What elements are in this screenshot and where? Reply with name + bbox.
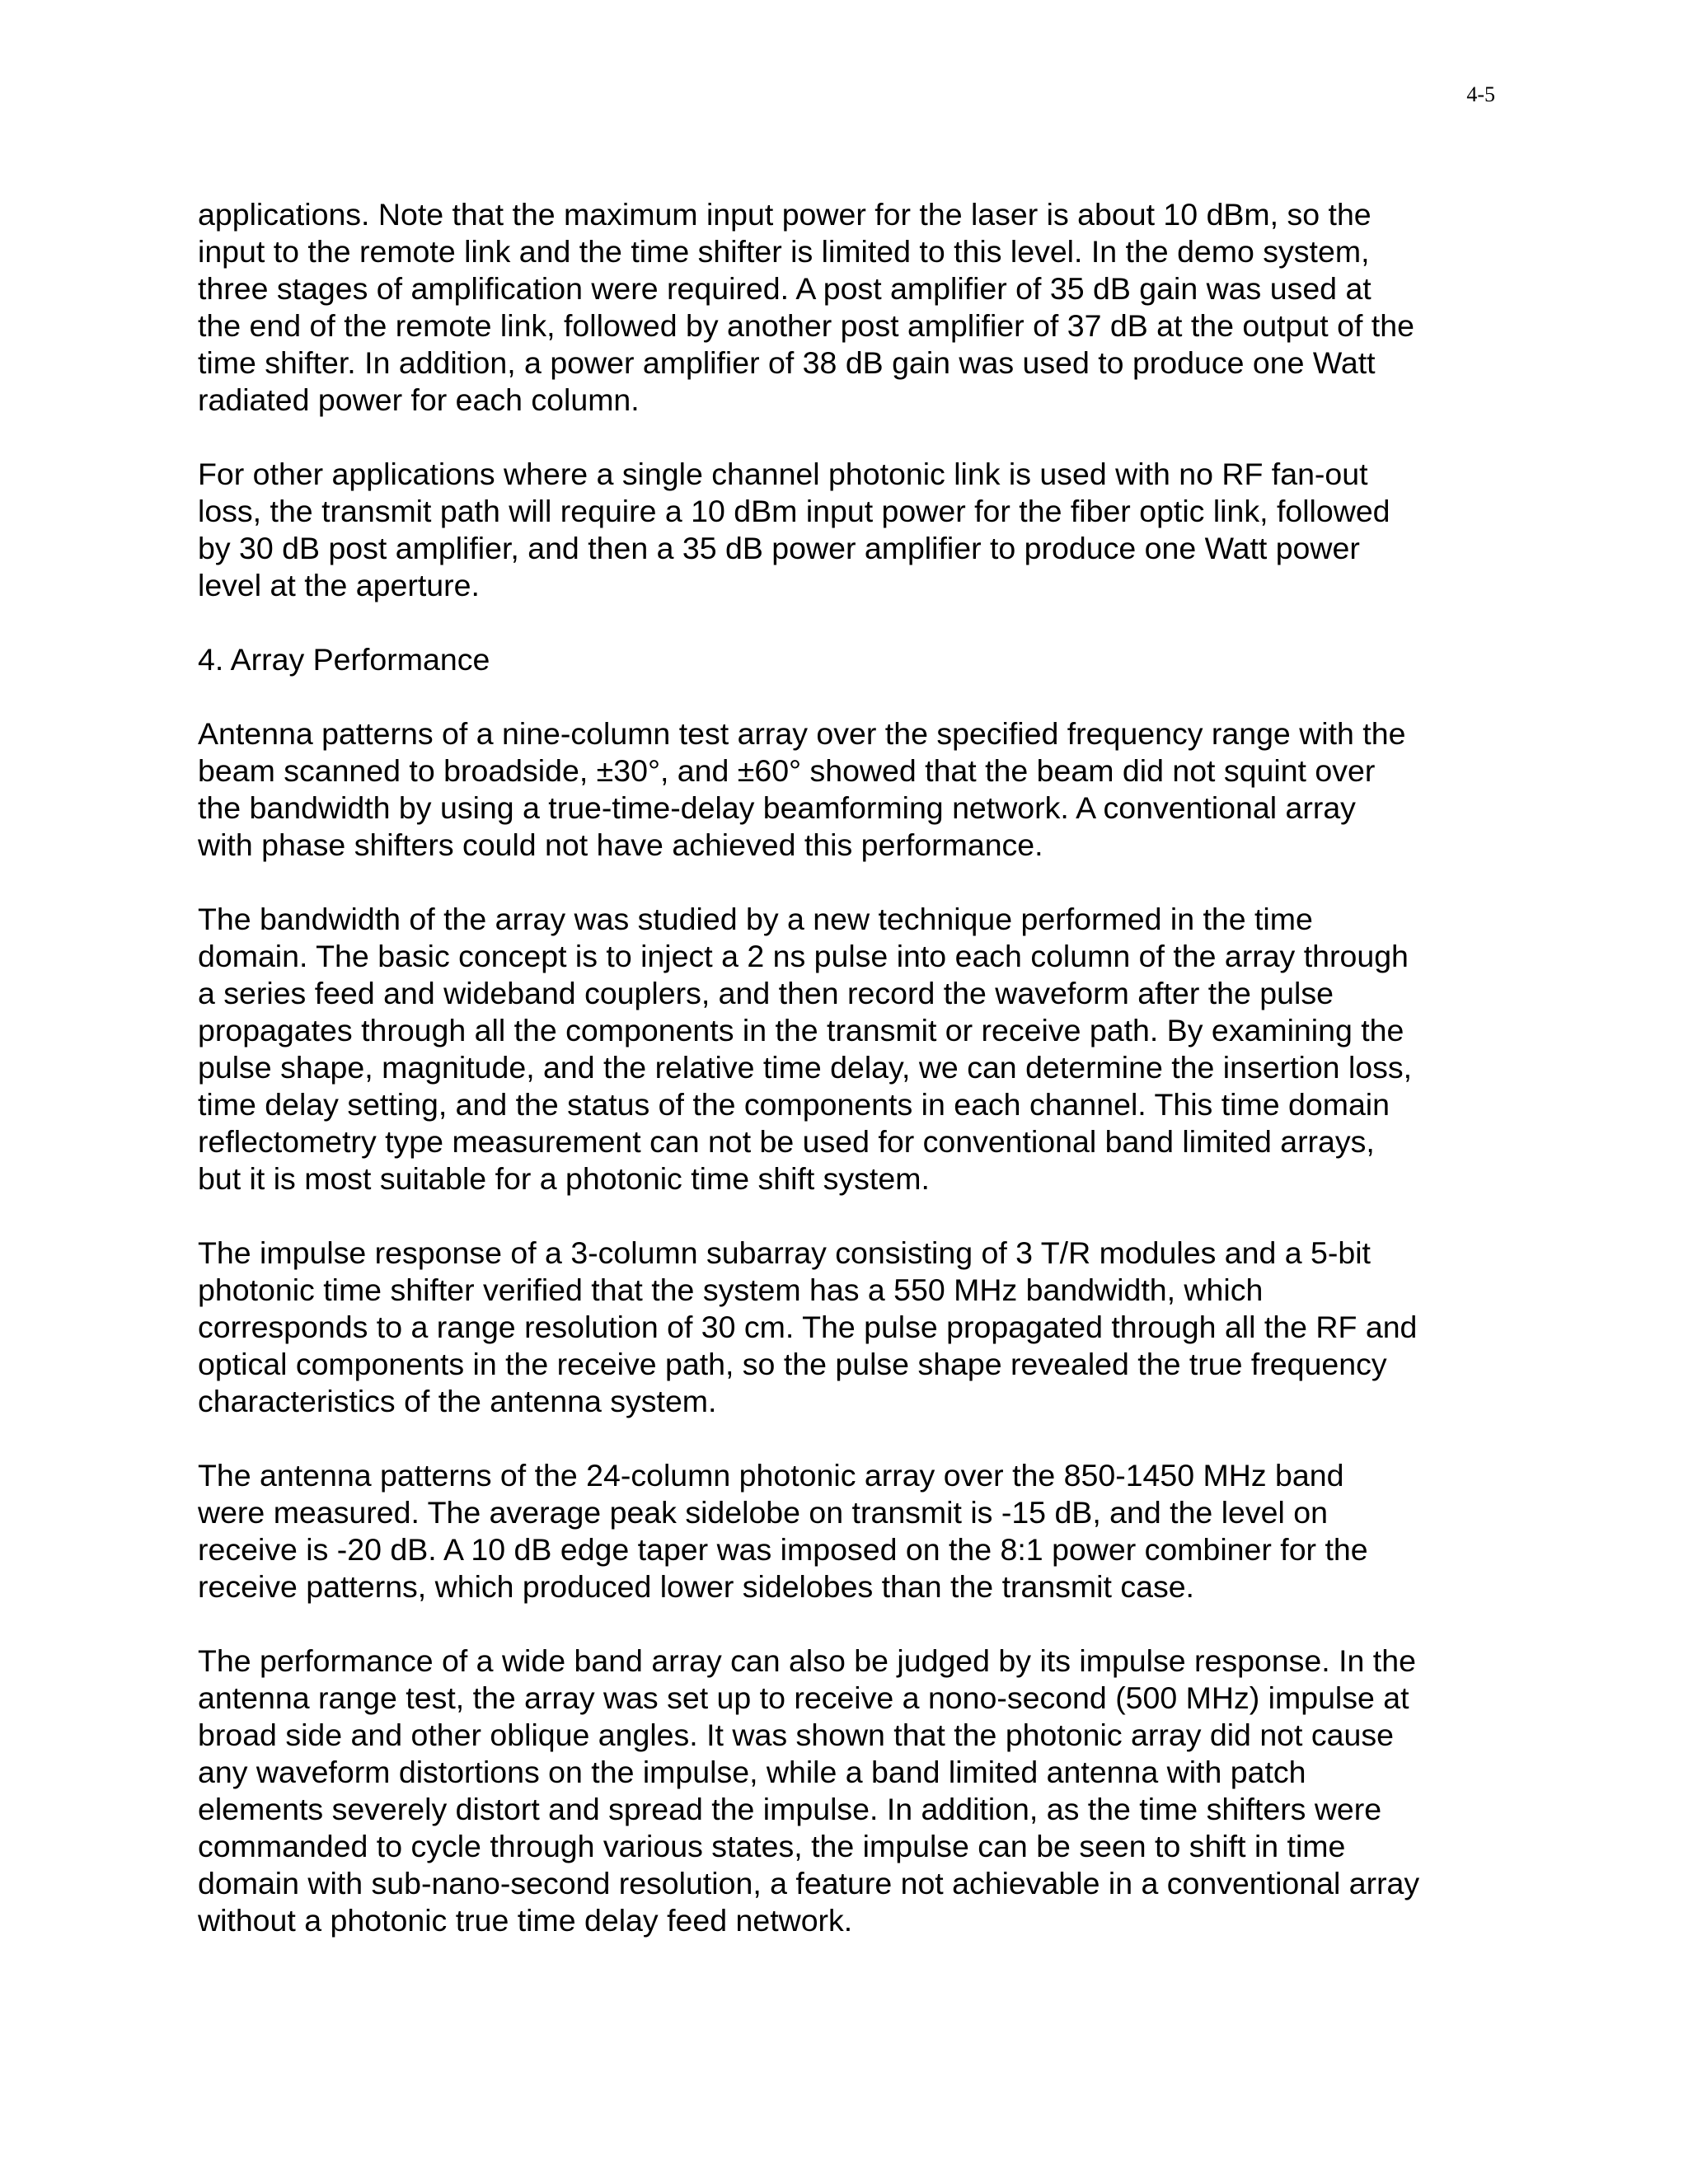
paragraph-24-column-patterns: The antenna patterns of the 24-column photonic array over the 850-1450 MHz band were measured. The average peak sidelobe on transmit is -15 dB, and the level on receive is -20 dB. A 10 dB edge taper was imposed on the 8:1 power combiner for the receive patterns, which produced lower sidelobes than the transmit case. [198,1458,1368,1604]
paragraph-wide-band-performance: The performance of a wide band array can also be judged by its impulse response. In the antenna range test, the array was set up to receive a nono-second (500 MHz) impulse at broad side and other oblique angles. It was shown that the photonic array did not cause any waveform distortions on the impulse, while a band limited antenna with patch elements severely distort and spread the impulse. In addition, as the time shifters were commanded to cycle through various states, the impulse can be seen to shift in time domain with sub-nano-second resolution, a feature not achievable in a conventional array without a photonic true time delay feed network. [198,1643,1420,1938]
paragraph-other-applications: For other applications where a single channel photonic link is used with no RF fan-out loss, the transmit path will require a 10 dBm input power for the fiber optic link, followed by 30 dB post amplifier, and then a 35 dB power amplifier to produce one Watt power level at the aperture. [198,457,1390,602]
page-number: 4-5 [1466,82,1495,106]
paragraph-antenna-patterns: Antenna patterns of a nine-column test array over the specified frequency range with the beam scanned to broadside, ±30°, and ±60° showed that the beam did not squint over the bandwidth by using a true-time-delay beamforming network. A conventional array with phase shifters could not have achieved this performance. [198,716,1406,862]
paragraph-amplification: applications. Note that the maximum input power for the laser is about 10 dBm, so the input to the remote link and the time shifter is limited to this level. In the demo system, three stages of amplification were required. A post amplifier of 35 dB gain was used at the end of the remote link, followed by another post amplifier of 37 dB at the output of the time shifter. In addition, a power amplifier of 38 dB gain was used to produce one Watt radiated power for each column. [198,197,1414,417]
section-heading-array-performance: 4. Array Performance [198,642,490,677]
document-body [198,196,1500,1976]
paragraph-bandwidth-technique: The bandwidth of the array was studied by a new technique performed in the time domain. The basic concept is to inject a 2 ns pulse into each column of the array through a series feed and wideband couplers, and then record the waveform after the pulse propagates through all the components in the transmit or receive path. By examining the pulse shape, magnitude, and the relative time delay, we can determine the insertion loss, time delay setting, and the status of the components in each channel. This time domain reflectometry type measurement can not be used for conventional band limited arrays, but it is most suitable for a photonic time shift system. [198,902,1413,1196]
paragraph-impulse-response: The impulse response of a 3-column subarray consisting of 3 T/R modules and a 5-bit photonic time shifter verified that the system has a 550 MHz bandwidth, which corresponds to a range resolution of 30 cm. The pulse propagated through all the RF and optical components in the receive path, so the pulse shape revealed the true frequency characteristics of the antenna system. [198,1235,1418,1418]
